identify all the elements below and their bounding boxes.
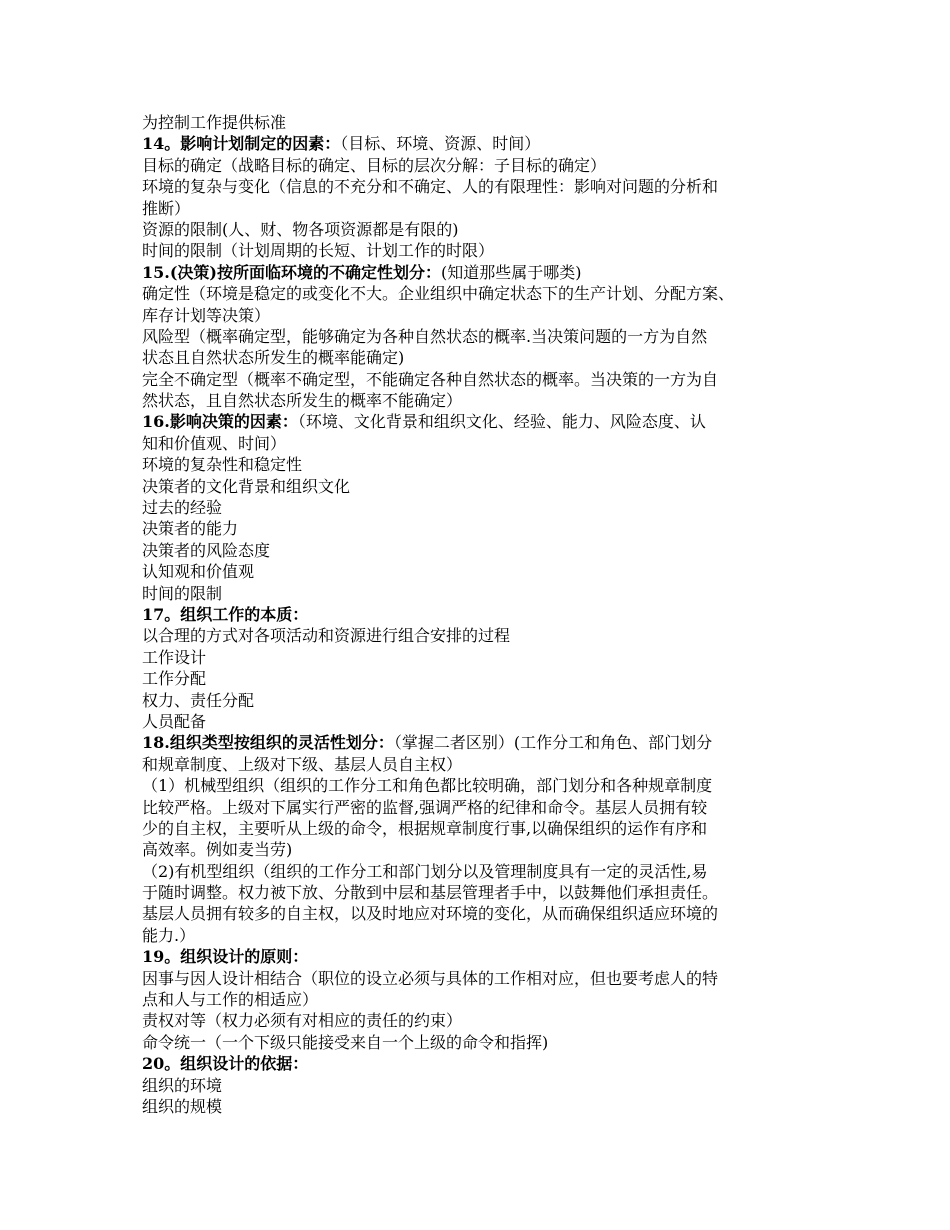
text-line: [142, 925, 832, 946]
line-text: 决策者的文化背景和组织文化: [142, 476, 351, 496]
text-line: [142, 797, 832, 818]
line-text: （掌握二者区别）(工作分工和角色、部门划分: [393, 733, 713, 753]
line-text: （2)有机型组织（组织的工作分工和部门划分以及管理制度具有一定的灵活性,易: [142, 861, 708, 881]
text-line: [142, 818, 832, 839]
text-line: [142, 369, 832, 390]
line-text: 时间的限制（计划周期的长短、计划工作的时限）: [142, 241, 495, 261]
line-text: 责权对等（权力必须有对相应的责任的约束）: [142, 1011, 463, 1031]
line-text: 过去的经验: [142, 498, 223, 518]
section-heading-line: [142, 411, 832, 432]
line-text: 状态且自然状态所发生的概率能确定): [142, 348, 405, 368]
heading-label: 18.组织类型按组织的灵活性划分：: [142, 733, 394, 753]
line-text: 基层人员拥有较多的自主权，以及时地应对环境的变化，从而确保组织适应环境的: [142, 904, 719, 924]
text-line: [142, 155, 832, 176]
line-text: 因事与因人设计相结合（职位的设立必须与具体的工作相对应，但也要考虑人的特: [142, 968, 719, 988]
line-text: 工作分配: [142, 669, 207, 689]
text-line: [142, 390, 832, 411]
line-text: （1）机械型组织（组织的工作分工和角色都比较明确，部门划分和各种规章制度: [142, 776, 713, 796]
text-line: [142, 561, 832, 582]
heading-label: 15.(决策)按所面临环境的不确定性划分：: [142, 262, 441, 282]
line-text: 比较严格。上级对下属实行严密的监督,强调严格的纪律和命令。基层人员拥有较: [142, 797, 708, 817]
text-line: [142, 690, 832, 711]
heading-label: 19。组织设计的原则：: [142, 947, 309, 967]
line-text: 命令统一（一个下级只能接受来自一个上级的命令和指挥): [142, 1032, 549, 1052]
line-text: (知道那些属于哪类): [440, 262, 582, 282]
line-text: 工作设计: [142, 647, 207, 667]
text-line: [142, 540, 832, 561]
line-text: 组织的规模: [142, 1096, 223, 1116]
line-text: 能力.）: [142, 925, 196, 945]
text-line: [142, 518, 832, 539]
section-heading-line: [142, 262, 832, 283]
text-line: [142, 968, 832, 989]
text-line: [142, 240, 832, 261]
section-heading-line: [142, 732, 832, 753]
line-text: 时间的限制: [142, 583, 223, 603]
heading-label: 20。组织设计的依据：: [142, 1054, 309, 1074]
line-text: 环境的复杂性和稳定性: [142, 455, 303, 475]
heading-label: 14。影响计划制定的因素：: [142, 134, 341, 154]
text-line: [142, 1010, 832, 1031]
line-text: 推断）: [142, 198, 191, 218]
line-text: 为控制工作提供标准: [142, 113, 287, 132]
section-heading-line: [142, 133, 832, 154]
line-text: 认知观和价值观: [142, 562, 255, 582]
line-text: 风险型（概率确定型，能够确定为各种自然状态的概率.当决策问题的一方为自然: [142, 326, 708, 346]
text-line: [142, 861, 832, 882]
line-text: 人员配备: [142, 711, 207, 731]
text-line: [142, 903, 832, 924]
text-line: [142, 989, 832, 1010]
text-line: [142, 625, 832, 646]
section-heading-line: [142, 1053, 832, 1074]
line-text: 环境的复杂与变化（信息的不充分和不确定、人的有限理性：影响对问题的分析和: [142, 177, 719, 197]
text-line: [142, 347, 832, 368]
line-text: 以合理的方式对各项活动和资源进行组合安排的过程: [142, 626, 511, 646]
text-line: [142, 433, 832, 454]
text-line: [142, 1075, 832, 1096]
section-heading-line: [142, 946, 832, 967]
text-line: [142, 839, 832, 860]
text-line: [142, 476, 832, 497]
heading-label: 16.影响决策的因素：: [142, 412, 298, 432]
heading-label: 17。组织工作的本质：: [142, 604, 309, 624]
text-line: [142, 112, 832, 133]
line-text: 权力、责任分配: [142, 690, 255, 710]
text-line: [142, 583, 832, 604]
line-text: 确定性（环境是稳定的或变化不大。企业组织中确定状态下的生产计划、分配方案、: [142, 284, 735, 304]
text-line: [142, 882, 832, 903]
line-text: 完全不确定型（概率不确定型，不能确定各种自然状态的概率。当决策的一方为自: [142, 369, 719, 389]
section-heading-line: [142, 604, 832, 625]
text-line: [142, 711, 832, 732]
line-text: 库存计划等决策）: [142, 305, 271, 325]
text-line: [142, 198, 832, 219]
line-text: （目标、环境、资源、时间）: [340, 134, 541, 154]
line-text: 知和价值观、时间）: [142, 433, 287, 453]
line-text: 组织的环境: [142, 1075, 223, 1095]
line-text: 目标的确定（战略目标的确定、目标的层次分解：子目标的确定）: [142, 155, 607, 175]
line-text: 少的自主权，主要听从上级的命令，根据规章制度行事,以确保组织的运作有序和: [142, 818, 708, 838]
line-text: 和规章制度、上级对下级、基层人员自主权）: [142, 754, 463, 774]
document-page: [142, 112, 832, 1117]
text-line: [142, 454, 832, 475]
text-line: [142, 283, 832, 304]
line-text: （环境、文化背景和组织文化、经验、能力、风险态度、认: [297, 412, 706, 432]
text-line: [142, 754, 832, 775]
text-line: [142, 1096, 832, 1117]
text-line: [142, 1032, 832, 1053]
text-line: [142, 775, 832, 796]
text-line: [142, 668, 832, 689]
line-text: 资源的限制(人、财、物各项资源都是有限的): [142, 219, 459, 239]
text-line: [142, 219, 832, 240]
line-text: 于随时调整。权力被下放、分散到中层和基层管理者手中，以鼓舞他们承担责任。: [142, 883, 719, 903]
line-text: 决策者的能力: [142, 519, 239, 539]
line-text: 点和人与工作的相适应）: [142, 990, 319, 1010]
text-line: [142, 176, 832, 197]
text-line: [142, 497, 832, 518]
line-text: 决策者的风险态度: [142, 540, 271, 560]
text-line: [142, 305, 832, 326]
line-text: 高效率。例如麦当劳): [142, 840, 293, 860]
line-text: 然状态，且自然状态所发生的概率不能确定）: [142, 391, 463, 411]
text-line: [142, 326, 832, 347]
text-line: [142, 647, 832, 668]
